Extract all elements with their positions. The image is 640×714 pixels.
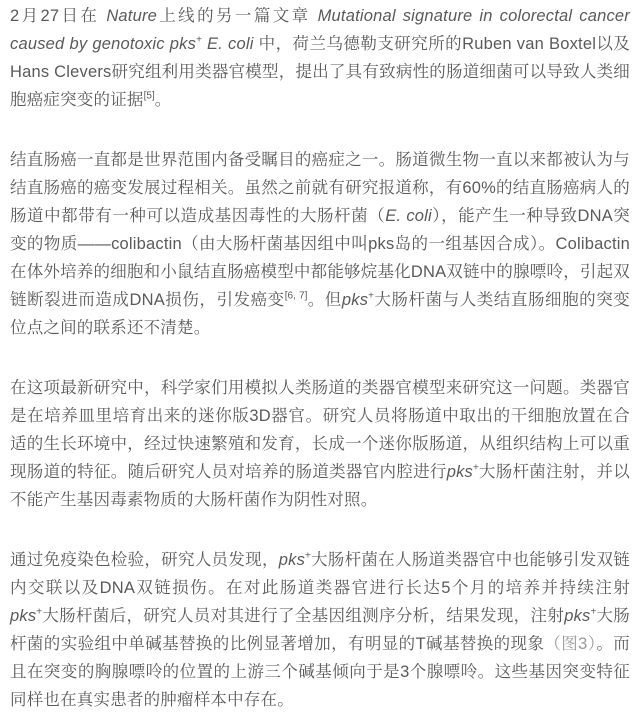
text-run: 。 [154, 91, 172, 109]
superscript-marker: [5] [143, 90, 155, 102]
superscript-marker: + [36, 606, 43, 618]
paragraph [10, 374, 630, 514]
text-run: 大肠杆菌在人肠道类器官中也能够引发双链内交联以及DNA双链损伤。在对此肠道类器官进行长达5个月的培养并持续注射 [10, 551, 630, 597]
italic-run: pks [564, 607, 591, 625]
text-run: 结直肠癌一直都是世界范围内备受瞩目的癌症之一。肠道微生物一直以来都被认为与结直肠癌的癌变发展过程相关。虽然之前就有研究报道称，有60%的结直肠癌病人的肠道中都带有一种可以造成基因毒性的大肠杆菌（ [10, 151, 630, 225]
italic-run: Nature [106, 7, 158, 25]
italic-run: pks [341, 291, 369, 309]
text-run: 上线的另一篇文章 [157, 7, 318, 25]
text-run: 大肠杆菌与人类结直肠细胞的突变位点之间的联系还不清楚。 [10, 291, 631, 337]
superscript-marker: [6, 7] [284, 290, 308, 302]
text-run: 在这项最新研究中，科学家们用模拟人类肠道的类器官模型来研究这一问题。类器官是在培养皿里培育出来的迷你版3D器官。研究人员将肠道中取出的干细胞放置在合适的生长环境中，经过快速繁殖和发育，长成一个迷你版肠道，从组织结构上可以重现肠道的特征。随后研究人员对培养的肠道类器官内腔进行 [10, 379, 630, 481]
paragraph [10, 2, 630, 114]
italic-run: pks [10, 607, 37, 625]
text-run: ），能产生一种导致DNA突变的物质——colibactin（由大肠杆菌基因组中叫pks岛的一组基因合成）。Colibactin在体外培养的细胞和小鼠结直肠癌模型中都能够烷基化DNA双链中的腺嘌呤，引起双链断裂进而造成DNA损伤，引发癌变 [10, 207, 630, 309]
superscript-marker: + [368, 290, 374, 302]
superscript-marker: + [196, 34, 202, 46]
figure-reference: （图3） [544, 635, 597, 653]
text-run: 通过免疫染色检验，研究人员发现， [10, 551, 279, 569]
paragraph [10, 146, 630, 342]
italic-run: Mutational signature in colorectal cancer caused by genotoxic pks [10, 7, 630, 53]
text-run: 大肠杆菌注射，并以不能产生基因毒素物质的大肠杆菌作为阴性对照。 [10, 463, 630, 509]
text-run: 。但 [307, 291, 342, 309]
superscript-marker: + [472, 462, 479, 474]
italic-run: pks [446, 463, 473, 481]
italic-run: E. coli [201, 35, 254, 53]
italic-run: pks [278, 551, 306, 569]
text-run: 中，荷兰乌德勒支研究所的Ruben van Boxtel以及Hans Clevers研究组利用类器官模型，提出了具有致病性的肠道细菌可以导致人类细胞癌症突变的证据 [10, 35, 630, 109]
text-run: 大肠杆菌的实验组中单碱基替换的比例显著增加，有明显的T碱基替换的现象 [10, 607, 631, 653]
italic-run: E. coli [385, 207, 432, 225]
superscript-marker: + [305, 550, 311, 562]
superscript-marker: + [590, 606, 597, 618]
text-run: 2月27日在 [10, 7, 107, 25]
text-run: 。而且在突变的胸腺嘌呤的位置的上游三个碱基倾向于是3个腺嘌呤。这些基因突变特征同样也在真实患者的肿瘤样本中存在。 [10, 635, 630, 709]
paragraph [10, 546, 630, 714]
text-run: 大肠杆菌后，研究人员对其进行了全基因组测序分析，结果发现，注射 [42, 607, 565, 625]
